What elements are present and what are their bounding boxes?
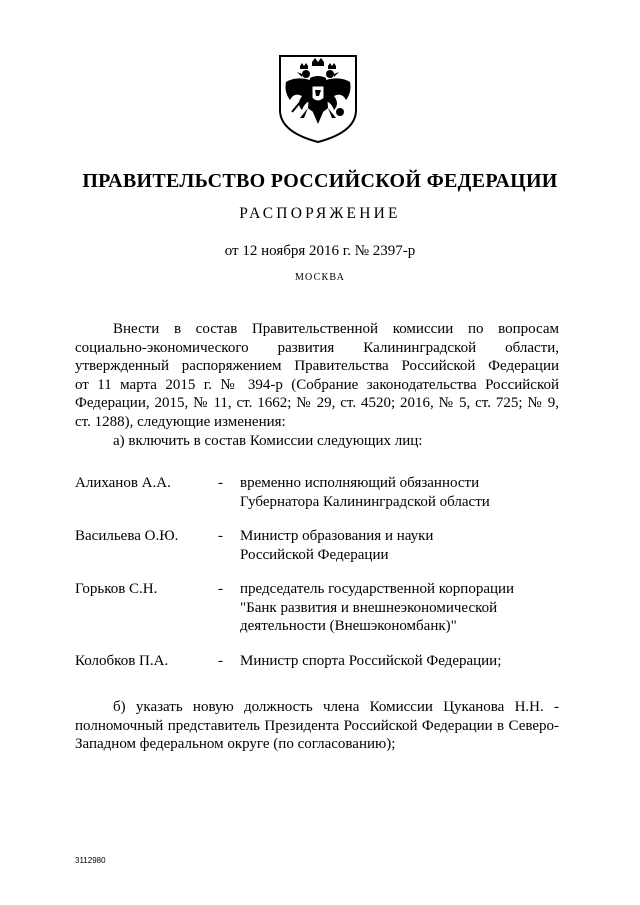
item-b-line: полномочный представитель Президента Российской Федерации в Северо- [75, 717, 559, 734]
member-role-line: временно исполняющий обязанности [240, 475, 480, 491]
member-role-line: Министр спорта Российской Федерации; [240, 653, 502, 669]
member-role [240, 474, 560, 511]
member-role-line: Российской Федерации [240, 546, 389, 563]
member-role [240, 652, 560, 671]
intro-line: Федерации, 2015, № 11, ст. 1662; № 29, ст. 4520; 2016, № 5, ст. 725; № 9, [75, 395, 559, 412]
item-b-paragraph [75, 698, 559, 754]
member-role [240, 527, 560, 564]
member-name: Васильева О.Ю. [75, 528, 179, 544]
item-b-line: б) указать новую должность члена Комиссии Цуканова Н.Н. - [113, 699, 559, 715]
member-role-line: Министр образования и науки [240, 528, 434, 544]
intro-line: от 11 марта 2015 г. № 394-р (Собрание законодательства Российской [75, 376, 559, 393]
intro-line: утвержденный распоряжением Правительства Российской Федерации [75, 358, 559, 375]
member-role-line: "Банк развития и внешнеэкономической [240, 599, 498, 616]
member-role-line: Губернатора Калининградской области [240, 493, 490, 510]
intro-line: Внести в состав Правительственной комиссии по вопросам [113, 321, 559, 337]
document-type: РАСПОРЯЖЕНИЕ [239, 205, 401, 222]
member-role-line: председатель государственной корпорации [240, 581, 515, 597]
member-dash: - [218, 581, 223, 597]
item-b-line: Западном федеральном округе (по согласованию); [75, 736, 396, 753]
government-title: ПРАВИТЕЛЬСТВО РОССИЙСКОЙ ФЕДЕРАЦИИ [82, 170, 558, 192]
member-role-line: деятельности (Внешэкономбанк)" [240, 618, 457, 635]
intro-line: социально-экономического развития Калининградской области, [75, 339, 559, 356]
member-name: Колобков П.А. [75, 653, 169, 669]
document-date-number: от 12 ноября 2016 г. № 2397-р [224, 243, 416, 259]
document-city: МОСКВА [294, 272, 346, 283]
member-dash: - [218, 475, 223, 491]
intro-line: ст. 1288), следующие изменения: [75, 413, 286, 430]
item-a: а) включить в состав Комиссии следующих лиц: [113, 433, 423, 449]
russian-coat-of-arms-icon [272, 52, 364, 144]
member-dash: - [218, 653, 223, 669]
document-code: 3112980 [75, 856, 106, 865]
member-role [240, 580, 560, 636]
member-name: Алиханов А.А. [75, 475, 171, 491]
member-name: Горьков С.Н. [75, 581, 158, 597]
member-dash: - [218, 528, 223, 544]
intro-paragraph [75, 320, 559, 432]
